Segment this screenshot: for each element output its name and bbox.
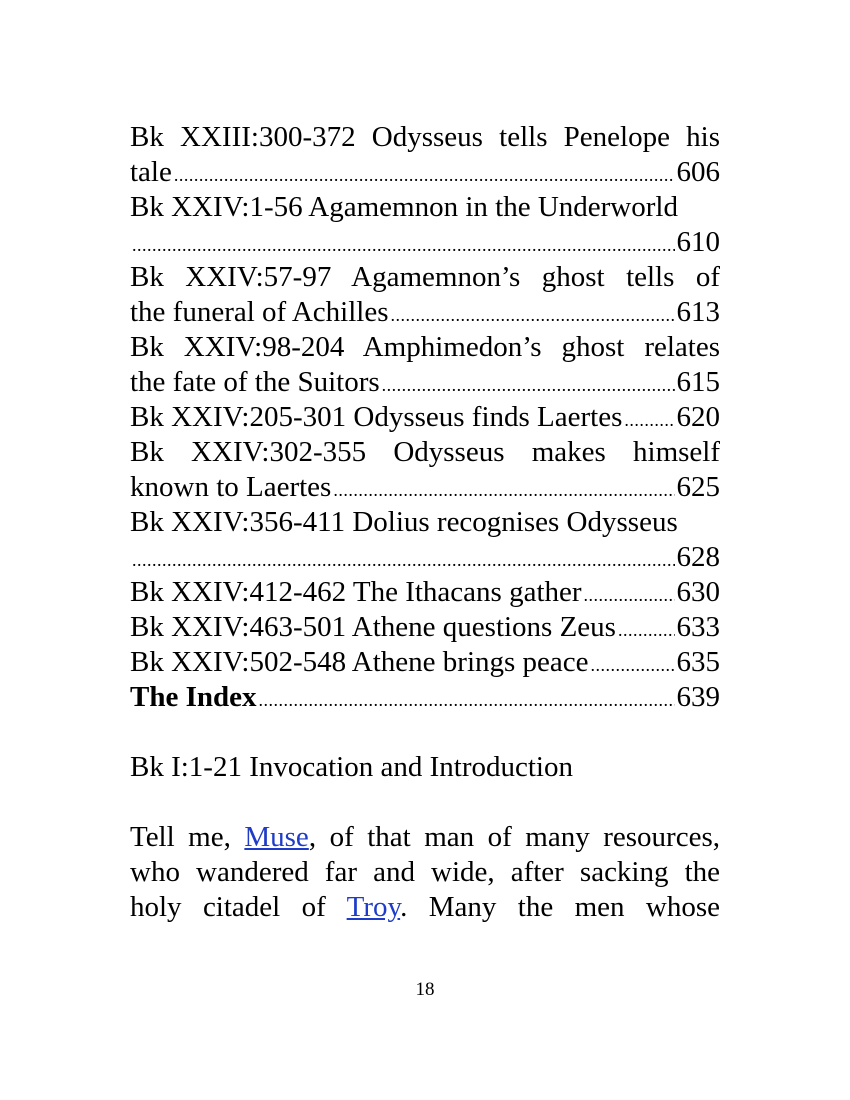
dot-leader bbox=[259, 680, 675, 715]
toc-page-number: 615 bbox=[676, 366, 720, 398]
dot-leader bbox=[591, 645, 675, 680]
muse-link[interactable]: Muse bbox=[244, 821, 309, 853]
toc-entry-title: Bk XXIV:463-501 Athene questions Zeus bbox=[130, 611, 616, 643]
toc-entry[interactable] bbox=[130, 610, 720, 645]
toc-entry-title-line: Bk XXIV:1-56 Agamemnon in the Underworld bbox=[130, 191, 678, 223]
toc-entry-title-line: Bk XXIV:98-204 Amphimedon’s ghost relates bbox=[130, 331, 720, 363]
toc-page-number: 610 bbox=[676, 226, 720, 258]
body-line bbox=[130, 820, 720, 855]
toc-entry[interactable] bbox=[130, 400, 720, 435]
body-line: who wandered far and wide, after sacking the bbox=[130, 856, 720, 888]
toc-entry[interactable] bbox=[130, 645, 720, 680]
dot-leader bbox=[391, 295, 675, 330]
body-text: holy citadel of bbox=[130, 891, 347, 923]
troy-link[interactable]: Troy bbox=[346, 891, 401, 923]
toc-page-number: 620 bbox=[676, 401, 720, 433]
toc-entry-title: the fate of the Suitors bbox=[130, 366, 380, 398]
toc-page-number: 625 bbox=[676, 471, 720, 503]
toc-entry-title: Bk XXIV:412-462 The Ithacans gather bbox=[130, 576, 582, 608]
dot-leader bbox=[618, 610, 675, 645]
toc-page-number: 630 bbox=[676, 576, 720, 608]
dot-leader bbox=[174, 155, 675, 190]
dot-leader bbox=[584, 575, 675, 610]
page-number: 18 bbox=[415, 979, 435, 1000]
toc-page-number: 628 bbox=[676, 541, 720, 573]
spacer bbox=[130, 715, 720, 750]
toc-entry-title: known to Laertes bbox=[130, 471, 332, 503]
toc-entry-title: Bk XXIV:502-548 Athene brings peace bbox=[130, 646, 589, 678]
toc-entry-title-line: Bk XXIV:302-355 Odysseus makes himself bbox=[130, 436, 720, 468]
toc-entry-title: The Index bbox=[130, 681, 257, 713]
toc-entry-title: the funeral of Achilles bbox=[130, 296, 389, 328]
body-text: , of that man of many resources, bbox=[308, 821, 720, 853]
body-text: Tell me, bbox=[130, 821, 245, 853]
toc-page-number: 639 bbox=[676, 681, 720, 713]
toc-entry[interactable] bbox=[130, 575, 720, 610]
dot-leader bbox=[132, 225, 675, 260]
toc-entry-title: Bk XXIV:205-301 Odysseus finds Laertes bbox=[130, 401, 623, 433]
dot-leader bbox=[333, 470, 674, 505]
page-content bbox=[130, 120, 720, 925]
toc-page-number: 633 bbox=[676, 611, 720, 643]
toc-entry[interactable] bbox=[130, 155, 720, 190]
toc-entry-index[interactable] bbox=[130, 680, 720, 715]
dot-leader bbox=[132, 540, 675, 575]
dot-leader bbox=[382, 365, 675, 400]
section-heading: Bk I:1-21 Invocation and Introduction bbox=[130, 751, 573, 783]
toc-entry-title: tale bbox=[130, 156, 172, 188]
dot-leader bbox=[624, 400, 674, 435]
body-text: . Many the men whose bbox=[400, 891, 720, 923]
toc-page-number: 635 bbox=[676, 646, 720, 678]
toc-entry[interactable] bbox=[130, 540, 720, 575]
toc-entry-title-line: Bk XXIV:356-411 Dolius recognises Odysseus bbox=[130, 506, 678, 538]
toc-page-number: 613 bbox=[676, 296, 720, 328]
body-line bbox=[130, 890, 720, 925]
toc-entry[interactable] bbox=[130, 225, 720, 260]
toc-entry-title-line: Bk XXIV:57-97 Agamemnon’s ghost tells of bbox=[130, 261, 720, 293]
toc-page-number: 606 bbox=[676, 156, 720, 188]
toc-entry[interactable] bbox=[130, 295, 720, 330]
spacer bbox=[130, 785, 720, 820]
toc-entry[interactable] bbox=[130, 365, 720, 400]
toc-entry-title-line: Bk XXIII:300-372 Odysseus tells Penelope his bbox=[130, 121, 720, 153]
toc-entry[interactable] bbox=[130, 470, 720, 505]
